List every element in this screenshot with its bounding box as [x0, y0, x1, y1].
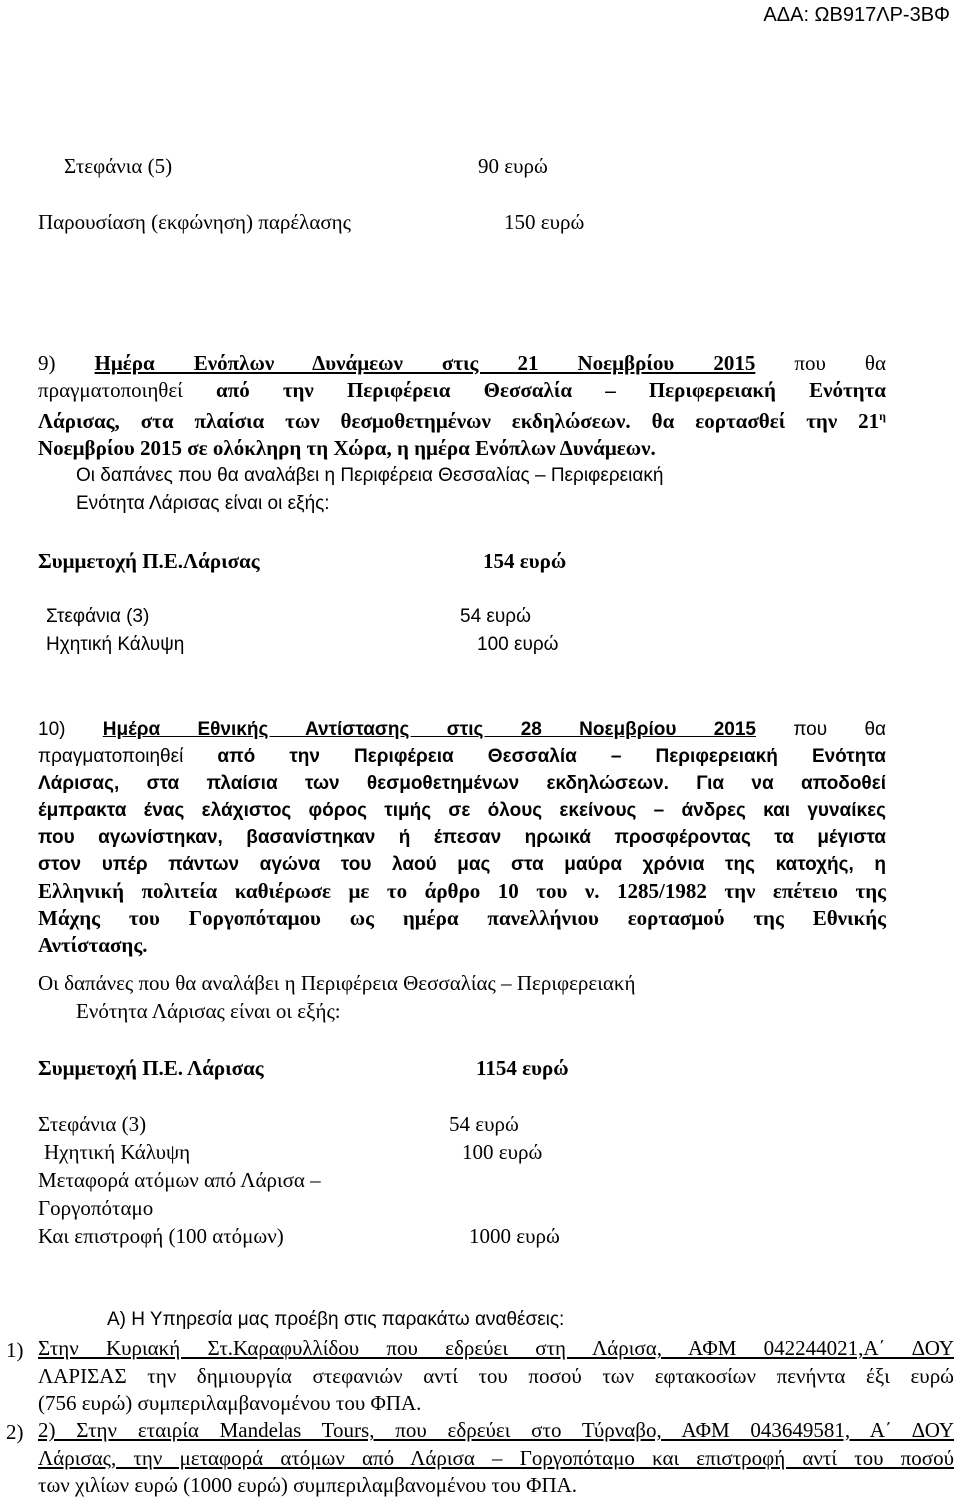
assignment-line: ΛΑΡΙΣΑΣ την δημιουργία στεφανιών αντί του ποσού των εφτακοσίων πενήντα έξι ευρώ: [38, 1363, 954, 1388]
section10-item-value: 1000 ευρώ: [469, 1224, 560, 1248]
paragraph-line: πραγματοποιηθεί από την Περιφέρεια Θεσσαλία – Περιφερειακή Ενότητα: [38, 746, 886, 767]
section9-expenses-line1: Οι δαπάνες που θα αναλάβει η Περιφέρεια Θεσσαλίας – Περιφερειακή: [76, 465, 664, 486]
section9-total-label: Συμμετοχή Π.Ε.Λάρισας: [38, 549, 260, 573]
paragraph-line: Λάρισας, στα πλαίσια των θεσμοθετημένων εκδηλώσεων. Για να αποδοθεί: [38, 773, 886, 794]
section10-item-label: Γοργοπόταμο: [38, 1196, 154, 1220]
paragraph-line: 9) Ημέρα Ενόπλων Δυνάμεων στις 21 Νοεμβρίου 2015 που θα: [38, 351, 886, 375]
section10-item-label: Μεταφορά ατόμων από Λάρισα –: [38, 1168, 321, 1192]
assignment-line: 2) Στην εταιρία Mandelas Tours, που εδρεύει στο Τύρναβο, ΑΦΜ 043649581, Α΄ ΔΟΥ: [38, 1418, 954, 1442]
assignments-heading: Α) Η Υπηρεσία μας προέβη στις παρακάτω αναθέσεις:: [107, 1309, 565, 1330]
assignment-line: (756 ευρώ) συμπεριλαμβανομένου του ΦΠΑ.: [38, 1391, 422, 1415]
assignment-number: 2): [6, 1420, 24, 1444]
top-item-value: 90 ευρώ: [478, 154, 548, 178]
section9-item-value: 54 ευρώ: [460, 606, 531, 627]
paragraph-line: Νοεμβρίου 2015 σε ολόκληρη τη Χώρα, η ημέρα Ενόπλων Δυνάμεων.: [38, 435, 656, 460]
paragraph-line: Μάχης του Γοργοπόταμου ως ημέρα πανελλήνιου εορτασμού της Εθνικής: [38, 906, 886, 930]
top-item-value: 150 ευρώ: [504, 210, 585, 234]
section10-total-label: Συμμετοχή Π.Ε. Λάρισας: [38, 1056, 264, 1080]
ada-code: ΑΔΑ: ΩΒ917ΛΡ-3ΒΦ: [763, 4, 950, 26]
paragraph-line: Λάρισας, στα πλαίσια των θεσμοθετημένων εκδηλώσεων. θα εορτασθεί την $21^\eta$: [38, 409, 886, 434]
section10-expenses-line2: Ενότητα Λάρισας είναι οι εξής:: [76, 999, 341, 1023]
section9-expenses-line2: Ενότητα Λάρισας είναι οι εξής:: [76, 493, 330, 514]
paragraph-line: πραγματοποιηθεί από την Περιφέρεια Θεσσαλία – Περιφερειακή Ενότητα: [38, 377, 887, 402]
assignment-entry: [38, 1335, 954, 1418]
paragraph-line: στον υπέρ πάντων αγώνα του λαού μας στα μαύρα χρόνια της κατοχής, η: [38, 854, 886, 875]
paragraph-line: που αγωνίστηκαν, βασανίστηκαν ή έπεσαν ηρωικά προσφέροντας τα μέγιστα: [38, 827, 886, 848]
section10-item-label: Στεφάνια (3): [38, 1112, 147, 1136]
section10-item-label: Ηχητική Κάλυψη: [44, 1140, 191, 1164]
section9-item-label: Στεφάνια (3): [46, 606, 150, 627]
section10-paragraph: [38, 716, 886, 959]
section10-item-label: Και επιστροφή (100 ατόμων): [38, 1224, 284, 1248]
section10-total-value: 1154 ευρώ: [476, 1056, 569, 1080]
paragraph-line: 10) Ημέρα Εθνικής Αντίστασης στις 28 Νοεμβρίου 2015 που θα: [38, 719, 887, 740]
assignment-number: 1): [6, 1338, 24, 1362]
assignment-line: των χιλίων ευρώ (1000 ευρώ) συμπεριλαμβανομένου του ΦΠΑ.: [38, 1473, 578, 1497]
top-item-label: Στεφάνια (5): [64, 154, 173, 178]
assignment-line: Στην Κυριακή Στ.Καραφυλλίδου που εδρεύει στη Λάρισα, ΑΦΜ 042244021,Α΄ ΔΟΥ: [38, 1336, 954, 1360]
assignment-line: Λάρισας, την μεταφορά ατόμων από Λάρισα – Γοργοπόταμο και επιστροφή αντί του ποσού: [38, 1445, 954, 1470]
assignment-entry: [38, 1417, 954, 1500]
section10-expenses-line1: Οι δαπάνες που θα αναλάβει η Περιφέρεια Θεσσαλίας – Περιφερειακή: [38, 971, 636, 995]
top-item-label: Παρουσίαση (εκφώνηση) παρέλασης: [38, 210, 351, 234]
section9-item-value: 100 ευρώ: [477, 634, 559, 655]
section9-item-label: Ηχητική Κάλυψη: [46, 634, 185, 655]
section9-total-value: 154 ευρώ: [483, 549, 567, 573]
paragraph-line: έμπρακτα ένας ελάχιστος φόρος τιμής σε όλους εκείνους – άνδρες και γυναίκες: [38, 800, 886, 821]
section10-item-value: 100 ευρώ: [462, 1140, 543, 1164]
section9-paragraph: [38, 350, 886, 461]
paragraph-line: Ελληνική πολιτεία καθιέρωσε με το άρθρο 10 του ν. 1285/1982 την επέτειο της: [38, 879, 886, 903]
section10-item-value: 54 ευρώ: [449, 1112, 519, 1136]
paragraph-line: Αντίστασης.: [38, 933, 148, 957]
